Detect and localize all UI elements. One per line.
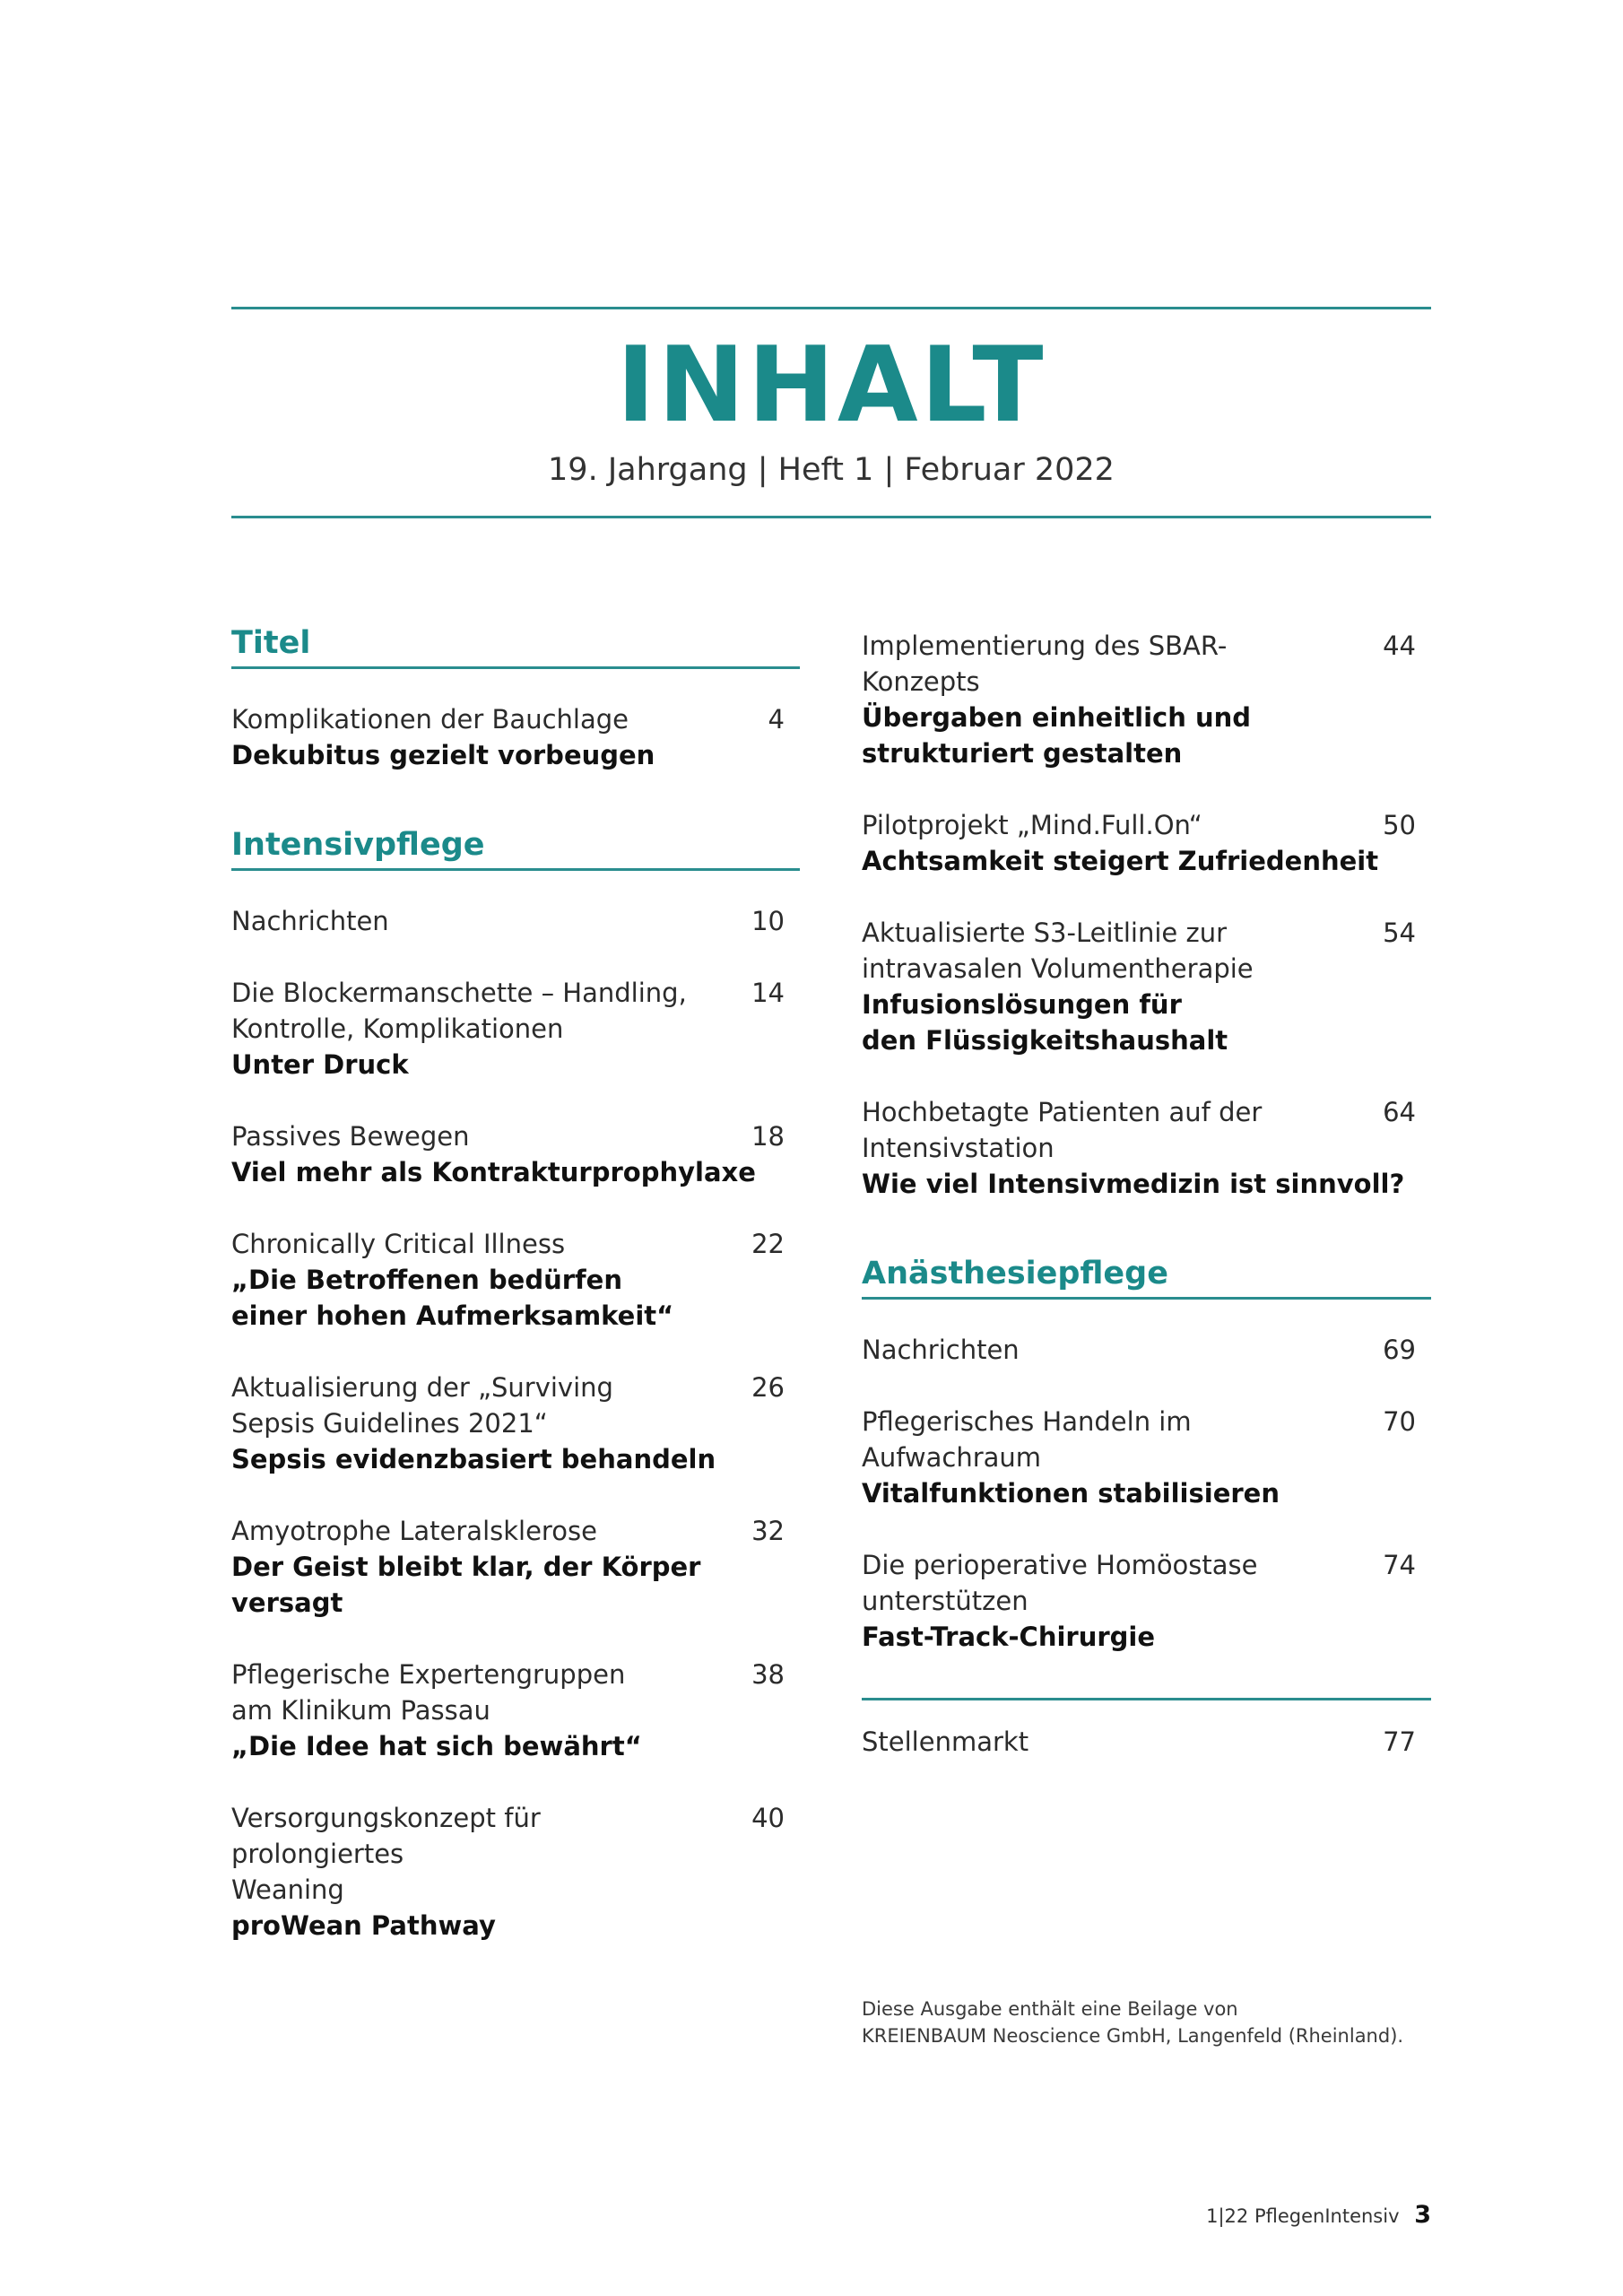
entry-subtitle: „Die Betroffenen bedürfen einer hohen Aufmerksamkeit“ <box>231 1265 674 1331</box>
entry-page: 64 <box>1383 1097 1416 1127</box>
entry-page: 70 <box>1383 1406 1416 1437</box>
entry-page: 77 <box>1383 1726 1416 1757</box>
issue-subtitle: 19. Jahrgang | Heft 1 | Februar 2022 <box>548 452 1115 488</box>
toc-entry[interactable] <box>231 903 800 939</box>
entry-page: 38 <box>751 1659 785 1690</box>
footer-page-number: 3 <box>1414 2201 1431 2229</box>
entry-subtitle: Achtsamkeit steigert Zufriedenheit <box>862 846 1379 876</box>
toc-entry[interactable] <box>231 975 800 1083</box>
entry-title: Komplikationen der Bauchlage <box>231 704 629 735</box>
entry-title: Die perioperative Homöostase unterstützen <box>862 1550 1258 1616</box>
toc-entry[interactable] <box>231 1800 800 1944</box>
entry-page: 10 <box>751 906 785 936</box>
page-footer <box>1206 2197 1431 2234</box>
entry-subtitle: Wie viel Intensivmedizin ist sinnvoll? <box>862 1169 1405 1199</box>
entry-subtitle: Übergaben einheitlich und strukturiert gestalten <box>862 702 1252 769</box>
toc-entry[interactable] <box>231 1118 800 1190</box>
entry-subtitle: Viel mehr als Kontrakturprophylaxe <box>231 1157 756 1187</box>
entry-subtitle: Fast-Track-Chirurgie <box>862 1622 1156 1652</box>
toc-entry[interactable] <box>862 1094 1431 1202</box>
section-heading: Anästhesiepflege <box>862 1252 1431 1300</box>
entry-title: Pilotprojekt „Mind.Full.On“ <box>862 810 1202 840</box>
entry-page: 74 <box>1383 1550 1416 1580</box>
toc-right-column <box>862 628 1431 1796</box>
entry-title: Implementierung des SBAR-Konzepts <box>862 631 1228 697</box>
header-bottom-rule <box>231 516 1431 518</box>
section-heading: Titel <box>231 622 800 669</box>
entry-subtitle: proWean Pathway <box>231 1910 496 1941</box>
entry-page: 22 <box>751 1229 785 1259</box>
toc-entry[interactable] <box>862 915 1431 1058</box>
entry-title: Aktualisierte S3-Leitlinie zur intravasalen Volumentherapie <box>862 918 1254 984</box>
entry-subtitle: Infusionslösungen für den Flüssigkeitshaushalt <box>862 989 1228 1056</box>
entry-title: Passives Bewegen <box>231 1121 470 1152</box>
entry-page: 18 <box>751 1121 785 1152</box>
entry-subtitle: Unter Druck <box>231 1049 409 1080</box>
toc-entry-stellenmarkt[interactable] <box>862 1724 1431 1760</box>
entry-title: Hochbetagte Patienten auf der Intensivstation <box>862 1097 1263 1163</box>
entry-title: Die Blockermanschette – Handling, Kontrolle, Komplikationen <box>231 978 687 1044</box>
entry-subtitle: Dekubitus gezielt vorbeugen <box>231 740 655 770</box>
toc-entry[interactable] <box>862 1332 1431 1368</box>
toc-entry[interactable] <box>231 701 800 773</box>
entry-page: 44 <box>1383 631 1416 661</box>
toc-entry[interactable] <box>862 628 1431 771</box>
entry-title: Amyotrophe Lateralsklerose <box>231 1516 597 1546</box>
section-heading: Intensivpflege <box>231 823 800 871</box>
entry-subtitle: Der Geist bleibt klar, der Körper versagt <box>231 1552 701 1618</box>
section-intensivpflege <box>231 823 800 1944</box>
entry-title: Pflegerische Expertengruppen am Klinikum Passau <box>231 1659 626 1726</box>
entry-page: 54 <box>1383 918 1416 948</box>
top-rule <box>231 307 1431 309</box>
entry-page: 26 <box>751 1372 785 1403</box>
toc-entry[interactable] <box>231 1513 800 1621</box>
supplement-note: Diese Ausgabe enthält eine Beilage von KREIENBAUM Neoscience GmbH, Langenfeld (Rheinland). <box>862 1998 1404 2047</box>
entry-page: 14 <box>751 978 785 1008</box>
entry-title: Aktualisierung der „Surviving Sepsis Guidelines 2021“ <box>231 1372 613 1439</box>
entry-subtitle: Sepsis evidenzbasiert behandeln <box>231 1444 716 1474</box>
entry-page: 69 <box>1383 1335 1416 1365</box>
toc-entry[interactable] <box>862 1404 1431 1511</box>
toc-entry[interactable] <box>862 1547 1431 1655</box>
entry-subtitle: Vitalfunktionen stabilisieren <box>862 1478 1280 1509</box>
section-titel <box>231 622 800 773</box>
toc-left-column <box>231 622 800 1979</box>
toc-entry[interactable] <box>862 807 1431 879</box>
entry-title: Chronically Critical Illness <box>231 1229 566 1259</box>
entry-page: 40 <box>751 1803 785 1833</box>
entry-page: 32 <box>751 1516 785 1546</box>
section-anaesthesiepflege <box>862 1252 1431 1655</box>
entry-title: Versorgungskonzept für prolongiertes Weaning <box>231 1803 541 1905</box>
toc-entry[interactable] <box>231 1657 800 1764</box>
footer-issue: 1|22 <box>1206 2205 1249 2227</box>
footer-magazine: PflegenIntensiv <box>1254 2205 1400 2227</box>
entry-page: 4 <box>768 704 785 735</box>
entry-title: Nachrichten <box>231 906 389 936</box>
entry-title: Nachrichten <box>862 1335 1020 1365</box>
stellenmarkt-block <box>862 1698 1431 1760</box>
entry-title: Pflegerisches Handeln im Aufwachraum <box>862 1406 1192 1473</box>
entry-page: 50 <box>1383 810 1416 840</box>
entry-subtitle: „Die Idee hat sich bewährt“ <box>231 1731 642 1761</box>
entry-title: Stellenmarkt <box>862 1726 1029 1757</box>
toc-entry[interactable] <box>231 1226 800 1334</box>
toc-entry[interactable] <box>231 1370 800 1477</box>
page-title: INHALT <box>616 325 1046 446</box>
